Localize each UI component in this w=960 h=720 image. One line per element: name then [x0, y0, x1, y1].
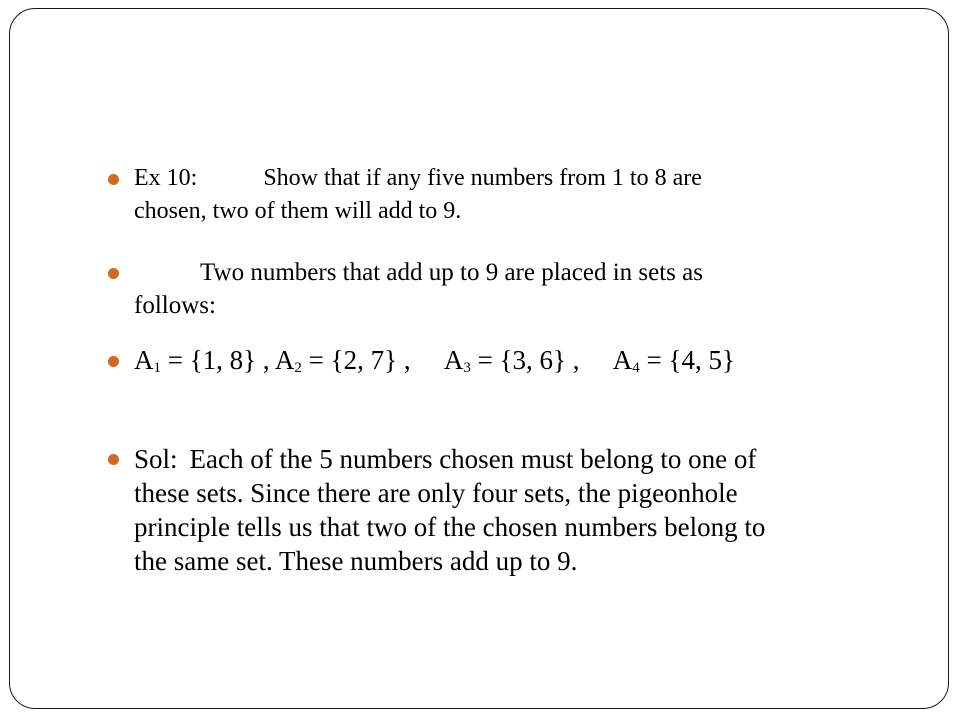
set-a2-sep: ,: [397, 345, 411, 375]
example-label: Ex 10:: [134, 165, 198, 191]
solution-line2: these sets. Since there are only four sets, the pigeonhole: [134, 478, 738, 508]
set-a2-index: 2: [294, 360, 302, 376]
solution-label: Sol:: [134, 444, 178, 474]
set-a2-name: A: [274, 345, 295, 375]
set-a1-sep: ,: [256, 345, 270, 375]
set-a4-name: A: [612, 345, 633, 375]
set-a3-sep: ,: [566, 345, 580, 375]
setup-line1: Two numbers that add up to 9 are placed in sets as: [200, 259, 703, 286]
set-a4-members: = {4, 5}: [639, 345, 735, 375]
example-statement-line2: chosen, two of them will add to 9.: [134, 198, 462, 224]
set-a4: [613, 345, 735, 375]
set-a3-members: = {3, 6}: [470, 345, 566, 375]
set-a4-index: 4: [632, 360, 640, 376]
setup-bullet: [108, 256, 868, 322]
solution-line4: the same set. These numbers add up to 9.: [134, 546, 578, 576]
set-a3-index: 3: [463, 360, 471, 376]
set-a1-index: 1: [153, 360, 161, 376]
set-a2-members: = {2, 7}: [301, 345, 398, 375]
example-bullet: [108, 162, 868, 228]
set-a3: [444, 345, 580, 375]
set-a1-name: A: [134, 345, 154, 375]
example-statement-line1: Show that if any five numbers from 1 to 8 are: [263, 165, 702, 191]
solution-line1: Each of the 5 numbers chosen must belong to one of: [189, 444, 757, 474]
solution-bullet: [108, 442, 868, 578]
solution-line3: principle tells us that two of the chosen numbers belong to: [134, 512, 766, 542]
set-a3-name: A: [443, 345, 464, 375]
set-a1-members: = {1, 8}: [161, 345, 257, 375]
set-a2: [275, 345, 411, 375]
setup-line2: follows:: [134, 292, 216, 319]
set-a1: [134, 345, 270, 375]
sets-bullet: [108, 344, 868, 385]
